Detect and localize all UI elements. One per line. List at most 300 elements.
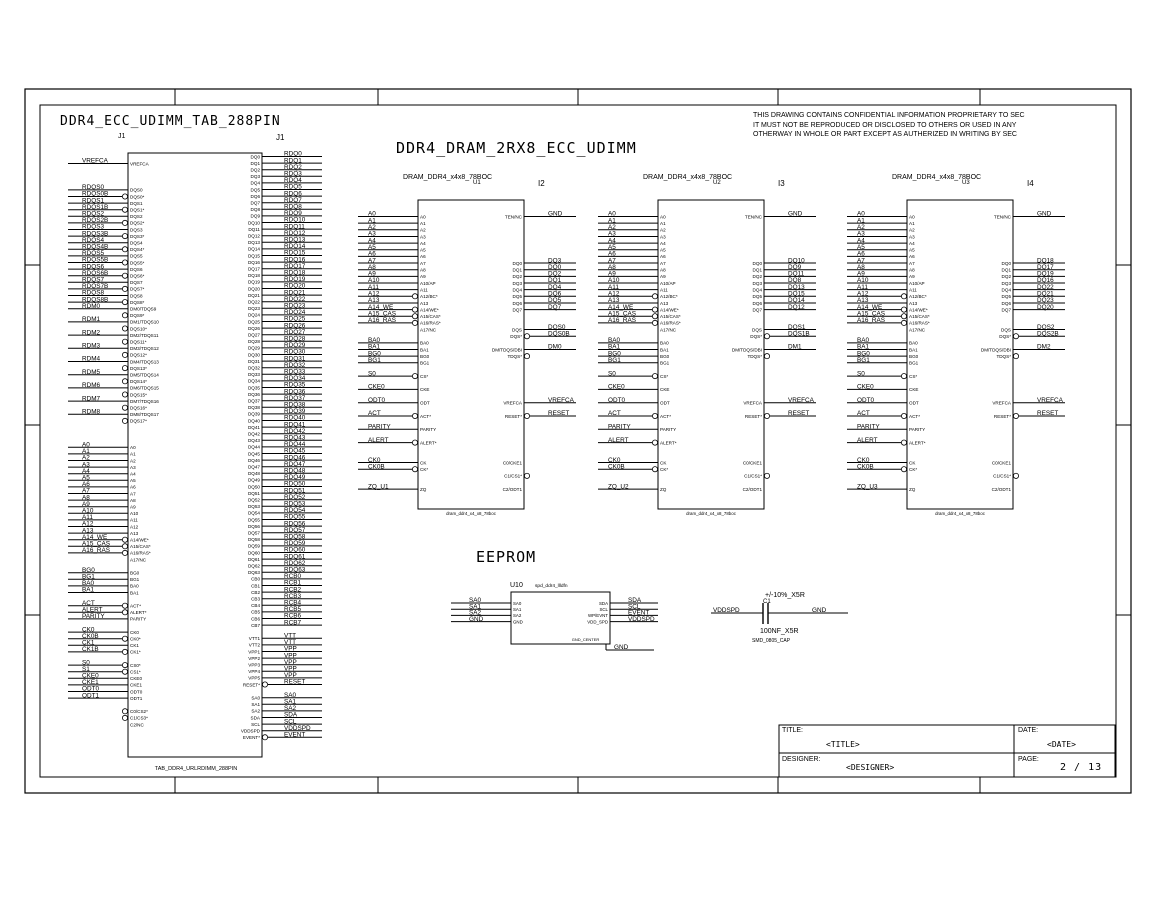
connector-pin-label: DQS9*	[130, 313, 145, 319]
connector-pin-label: BG0	[130, 570, 140, 576]
eeprom-left-net: SA2	[469, 609, 482, 617]
connector-ref-alt: J1	[276, 133, 285, 142]
dram-pin-bubble	[524, 413, 529, 418]
dram-pin-bubble	[1013, 354, 1018, 359]
dram-pin-label: A5	[660, 247, 666, 253]
eeprom-left-net: SA0	[469, 597, 482, 605]
dram-pin-bubble	[1013, 413, 1018, 418]
connector-right-net: RCB4	[284, 599, 302, 607]
connector-pin-label: ALERT*	[130, 610, 147, 616]
dram-left-net: ALERT	[368, 436, 389, 444]
connector-pin-label: DQ20	[247, 286, 260, 292]
connector-left-net: RDQS4B	[82, 243, 109, 251]
eeprom-ref: U10	[510, 582, 523, 589]
dram-left-net: A4	[608, 237, 616, 245]
connector-right-net: RDQ20	[284, 282, 306, 290]
dram-pin-label: A12/BC*	[420, 294, 438, 300]
connector-pin-label: CS0*	[130, 662, 141, 668]
dram-left-net: A2	[857, 224, 865, 231]
connector-pin-label: CB4	[251, 603, 260, 609]
dram-left-net: BA0	[608, 337, 621, 345]
connector-pin-label: CK0*	[130, 636, 141, 642]
connector-pin-label: DQS5	[130, 253, 143, 259]
connector-pin-label: DM4/TDQS13	[130, 359, 159, 365]
connector-pin-bubble	[122, 313, 127, 318]
dram-right-net: DQ17	[1037, 263, 1054, 271]
dram-pin-label: DQ0	[512, 260, 522, 266]
connector-right-net: RDQ62	[284, 559, 306, 567]
connector-pin-label: DQ6	[250, 193, 260, 199]
connector-pin-label: DQ12	[247, 233, 260, 239]
connector-pin-label: DM2/TDQS11	[130, 332, 159, 338]
dram-pin-bubble	[412, 440, 417, 445]
dram-pin-label: A2	[909, 227, 915, 233]
connector-pin-label: DQS6	[130, 266, 143, 272]
connector-left-net: RDQS1B	[82, 203, 109, 211]
dram-left-net: ALERT	[857, 436, 878, 444]
dram-pin-bubble	[524, 334, 529, 339]
connector-pin-label: CB0	[251, 576, 260, 582]
dram-ref: U2	[713, 180, 721, 186]
connector-pin-label: A5	[130, 478, 136, 484]
connector-right-net: RDQ56	[284, 520, 306, 528]
connector-pin-bubble	[122, 300, 127, 305]
connector-pin-label: DQ37	[247, 398, 260, 404]
connector-pin-label: A9	[130, 504, 136, 510]
dram-left-net: S0	[857, 370, 865, 378]
eeprom-right-net: EVENT	[628, 609, 650, 617]
connector-left-net: A9	[82, 500, 90, 508]
dram-right-net: DQ3	[548, 257, 562, 265]
connector-pin-label: BG1	[130, 577, 140, 583]
dram-left-net: A10	[608, 277, 620, 285]
connector-pin-label: DQ47	[247, 464, 260, 470]
dram-left-net: A11	[608, 283, 619, 291]
connector-pin-label: DM3/TDQS12	[130, 346, 159, 352]
dram-pin-label: ALERT*	[909, 440, 926, 446]
dram-left-net: A14_WE	[608, 303, 634, 311]
dram-pin-label: A1	[909, 220, 915, 226]
connector-left-net: RDQS3B	[82, 230, 109, 238]
connector-pin-label: DQ5	[250, 187, 260, 193]
dram-left-net: BA1	[857, 343, 870, 351]
connector-left-net: RDQS7B	[82, 283, 109, 291]
dram-pin-label: DQ7	[512, 307, 522, 313]
connector-left-net: BA0	[82, 580, 95, 588]
connector-left-net: RDM6	[82, 382, 101, 390]
dram-left-net: ACT	[368, 410, 381, 418]
dram-pin-label: VREFCA	[743, 400, 762, 406]
connector-right-net: RDQ30	[284, 348, 306, 356]
connector-left-net: A15_CAS	[82, 540, 111, 548]
dram-left-net: A4	[368, 237, 376, 245]
dram-right-net: DQ15	[788, 290, 805, 298]
dram-left-net: CK0B	[368, 463, 385, 471]
connector-left-net: RDQS3	[82, 223, 105, 231]
connector-pin-label: DQ10	[247, 220, 260, 226]
connector-pin-label: CB5	[251, 609, 260, 615]
dram-pin-label: A14/WE*	[420, 307, 439, 313]
dram-pin-label: DQ2	[512, 274, 522, 280]
dram-right-net: DQ20	[1037, 303, 1054, 311]
dram-pin-label: DQ1	[1001, 267, 1011, 273]
connector-pin-label: DQS14*	[130, 379, 147, 385]
connector-left-net: A2	[82, 454, 90, 462]
dram-left-net: A5	[608, 243, 616, 251]
dram-pin-label: A8	[420, 267, 426, 273]
connector-pin-label: DQ0	[250, 154, 260, 160]
connector-left-net: BA1	[82, 586, 95, 594]
connector-pin-label: DM7/TDQS16	[130, 398, 159, 404]
dram-right-net: DQ8	[788, 277, 802, 285]
dram-pin-label: A1	[420, 220, 426, 226]
dram-pin-bubble	[901, 374, 906, 379]
dram-left-net: A16_RAS	[368, 317, 397, 325]
connector-pin-label: DQS7*	[130, 286, 145, 292]
connector-left-net: A0	[82, 441, 90, 449]
dram-right-net: DQ6	[548, 290, 562, 298]
dram-pin-label: BA1	[660, 347, 669, 353]
connector-pin-label: VTT2	[248, 642, 260, 648]
date-value: <DATE>	[1047, 740, 1076, 749]
dram-pin-label: BA1	[420, 347, 429, 353]
eeprom-title: EEPROM	[476, 548, 537, 566]
connector-right-net: RDQ22	[284, 295, 306, 303]
connector-left-net: S1	[82, 665, 90, 673]
dram-pin-label: DM/TDQS/DBI	[491, 347, 522, 353]
connector-pin-label: DQ60	[247, 550, 260, 556]
connector-pin-label: DQ11	[248, 226, 260, 232]
connector-pin-label: CK0	[130, 629, 139, 635]
connector-pin-label: DQ21	[247, 292, 260, 298]
connector-right-net: RDQ55	[284, 513, 306, 521]
connector-left-net: A13	[82, 527, 94, 535]
dram-left-net: A4	[857, 237, 865, 245]
dram-pin-bubble	[901, 314, 906, 319]
dram-pin-label: DQS*	[510, 334, 522, 339]
dram-pin-label: BA1	[909, 347, 918, 353]
dram-right-net: DQS1B	[788, 330, 810, 338]
dram-pin-label: RESET*	[744, 413, 762, 419]
dram-pin-label: A0	[909, 214, 915, 220]
dram-right-net: DQS1	[788, 323, 806, 331]
connector-pin-bubble	[122, 550, 127, 555]
dram-left-net: BA1	[608, 343, 621, 351]
dram-pin-label: TEN/NC	[744, 214, 762, 220]
dram-right-net: DQ0	[548, 263, 562, 271]
connector-pin-label: DQ8	[250, 207, 260, 213]
connector-left-net: CKE0	[82, 672, 99, 680]
connector-pin-label: DQ3	[250, 174, 260, 180]
connector-right-net: RCB0	[284, 573, 302, 581]
connector-right-net: RDQ10	[284, 216, 306, 224]
dram-pin-bubble	[652, 440, 657, 445]
connector-left-net: RDM4	[82, 355, 101, 363]
eeprom-pin-label: SA0	[513, 600, 522, 606]
connector-right-net: RDQ46	[284, 454, 306, 462]
connector-pin-bubble	[122, 663, 127, 668]
dram-right-net: RESET	[548, 410, 570, 418]
connector-right-net: RDQ42	[284, 427, 306, 435]
connector-pin-label: CS1*	[130, 669, 141, 675]
connector-pin-bubble	[122, 709, 127, 714]
dram-pin-label: BA0	[909, 340, 918, 346]
dram-right-net: VREFCA	[788, 396, 814, 404]
connector-left-net: BG1	[82, 573, 95, 581]
connector-pin-label: DQ23	[247, 306, 260, 312]
connector-pin-label: DQ41	[247, 424, 260, 430]
connector-pin-label: DQ29	[247, 345, 260, 351]
dram-pin-label: DQ4	[752, 287, 762, 293]
dram-left-net: A11	[368, 283, 379, 291]
dram-pin-label: CKE	[660, 387, 670, 393]
dram-left-net: A1	[608, 217, 616, 225]
dram-left-net: A7	[608, 257, 616, 265]
connector-pin-bubble	[122, 286, 127, 291]
connector-right-net: RCB2	[284, 586, 302, 594]
connector-pin-label: DQS3	[130, 227, 143, 233]
connector-pin-bubble	[122, 544, 127, 549]
connector-right-net: RDQ57	[284, 526, 306, 534]
dram-pin-label: BG1	[909, 360, 919, 366]
dram-right-net: DQ13	[788, 283, 805, 291]
connector-pin-label: A2	[130, 458, 136, 464]
dram-left-net: A12	[608, 290, 620, 298]
dram-left-net: PARITY	[857, 423, 880, 431]
connector-left-net: RDQS6B	[82, 269, 109, 277]
connector-pin-label: CKE0	[130, 676, 143, 682]
dram-pin-label: CKE	[420, 387, 430, 393]
eeprom-pin-label: SA1	[513, 607, 522, 612]
dram-pin-label: DQS	[512, 327, 522, 333]
connector-right-net: VPP	[284, 658, 297, 666]
dram-pin-label: BA0	[420, 340, 429, 346]
dram-right-net: DQ19	[1037, 270, 1054, 278]
connector-pin-label: DQ61	[247, 556, 260, 562]
dram-pin-bubble	[652, 294, 657, 299]
connector-pin-label: DQ52	[247, 497, 260, 503]
dram-pin-bubble	[764, 334, 769, 339]
connector-right-net: VPP	[284, 672, 297, 680]
dram-left-net: A15_CAS	[368, 310, 397, 318]
connector-right-net: VPP	[284, 665, 297, 673]
dram-pin-label: DQ5	[512, 294, 522, 300]
eeprom-right-net: VDDSPD	[628, 615, 655, 623]
connector-left-net: RDQS5B	[82, 256, 109, 264]
connector-right-net: RDQ15	[284, 249, 306, 257]
connector-left-net: ODT1	[82, 692, 100, 700]
dram-left-net: A7	[857, 257, 865, 265]
connector-pin-label: DQ50	[247, 484, 260, 490]
dram-left-net: ZQ_U1	[368, 483, 389, 491]
connector-right-net: RDQ4	[284, 177, 302, 185]
connector-right-net: RDQ16	[284, 256, 306, 264]
dram-pin-label: C0/CKE1	[991, 460, 1011, 466]
dram-pin-label: A7	[420, 260, 426, 266]
dram-pin-label: DQ6	[512, 300, 522, 306]
connector-left-net: ACT	[82, 599, 95, 607]
dram-left-net: CKE0	[368, 383, 385, 391]
connector-pin-label: A1	[130, 451, 136, 457]
dram-left-net: A8	[368, 263, 376, 271]
connector-right-net: VTT	[284, 639, 297, 647]
eeprom-pin-label: SCL	[599, 607, 608, 612]
dram-right-net: DQ4	[548, 283, 562, 291]
connector-pin-label: DQ53	[247, 504, 260, 510]
dram-left-net: BA1	[368, 343, 381, 351]
dram-right-net: DQS2B	[1037, 330, 1059, 338]
dram-right-net: DQ10	[788, 257, 805, 265]
dram-left-net: A8	[608, 263, 616, 271]
dram-pin-label: A10/AP	[909, 280, 925, 286]
dram-left-net: A13	[368, 297, 380, 305]
dram-left-net: A13	[857, 297, 869, 305]
dram-pin-label: CK	[420, 460, 427, 466]
dram-pin-label: A14/WE*	[909, 307, 928, 313]
dram-left-net: PARITY	[608, 423, 631, 431]
dram-left-net: A12	[857, 290, 869, 298]
connector-left-net: A12	[82, 520, 94, 528]
dram-left-net: CK0	[608, 456, 621, 464]
connector-pin-label: DQ54	[247, 510, 260, 516]
connector-pin-label: DQ9	[250, 213, 260, 219]
connector-pin-label: VPP2	[248, 655, 260, 661]
connector-pin-bubble	[122, 366, 127, 371]
title-value: <TITLE>	[826, 740, 860, 749]
connector-pin-label: CB7	[251, 622, 260, 628]
connector-pin-bubble	[122, 220, 127, 225]
connector-left-net: CK1B	[82, 646, 99, 654]
dram-pin-label: C0/CKE1	[502, 460, 522, 466]
dram-pin-label: PARITY	[420, 427, 437, 433]
dram-pin-label: A11	[909, 287, 917, 293]
connector-left-net: A1	[82, 448, 90, 456]
dram-left-net: BA0	[368, 337, 381, 345]
dram-pin-label: RESET*	[993, 413, 1011, 419]
connector-right-net: RDQ48	[284, 467, 306, 475]
dram-pin-label: ODT	[660, 400, 670, 406]
dram-pin-label: A6	[660, 254, 666, 260]
capacitor-tolerance: +/-10%_X5R	[765, 592, 805, 599]
dram-pin-label: A5	[420, 247, 426, 253]
dram-pin-label: ALERT*	[660, 440, 677, 446]
dram-pin-label: DQ6	[1001, 300, 1011, 306]
dram-pin-label: A0	[660, 214, 666, 220]
connector-pin-label: DQ4	[250, 180, 260, 186]
dram-pin-label: BG0	[660, 353, 670, 359]
connector-pin-label: EVENT*	[242, 735, 260, 741]
dram-pin-bubble	[901, 307, 906, 312]
connector-right-net: VTT	[284, 632, 297, 640]
dram-pin-label: ACT*	[420, 413, 431, 419]
connector-pin-label: DQ28	[247, 339, 260, 345]
dram-pin-bubble	[901, 413, 906, 418]
connector-part-name: TAB_DDR4_URLRDIMM_288PIN	[154, 766, 238, 772]
connector-pin-label: C1/CS3*	[130, 715, 148, 721]
connector-right-net: RDQ5	[284, 183, 302, 191]
designer-label: DESIGNER:	[782, 756, 821, 763]
connector-pin-bubble	[262, 682, 267, 687]
date-label: DATE:	[1018, 727, 1039, 734]
connector-pin-bubble	[122, 379, 127, 384]
connector-left-net: A7	[82, 487, 90, 495]
dram-pin-bubble	[764, 473, 769, 478]
connector-right-net: RDQ19	[284, 276, 306, 284]
dram-left-net: A15_CAS	[608, 310, 637, 318]
dram-left-net: S0	[608, 370, 616, 378]
page-label: PAGE:	[1018, 756, 1039, 763]
dram-right-net: VREFCA	[548, 396, 574, 404]
connector-right-net: RDQ33	[284, 368, 306, 376]
connector-right-net: SDA	[284, 711, 298, 719]
connector-pin-label: CK1*	[130, 649, 141, 655]
sheet-subtitle: DDR4_DRAM_2RX8_ECC_UDIMM	[396, 139, 637, 157]
title-label: TITLE:	[782, 727, 804, 734]
connector-left-net: A4	[82, 467, 90, 475]
dram-pin-label: DQ3	[752, 280, 762, 286]
dram-pin-label: DQ6	[752, 300, 762, 306]
connector-pin-label: DQ31	[247, 358, 260, 364]
dram-pin-label: A12/BC*	[909, 294, 927, 300]
dram-pin-label: RESET*	[504, 413, 522, 419]
dram-left-net: A6	[368, 250, 376, 258]
dram-pin-bubble	[412, 320, 417, 325]
connector-pin-bubble	[122, 418, 127, 423]
dram-left-net: A1	[857, 217, 865, 225]
connector-pin-bubble	[262, 735, 267, 740]
connector-right-net: VPP	[284, 645, 297, 653]
connector-right-net: VDDSPD	[284, 724, 311, 732]
dram-left-net: A1	[368, 217, 376, 225]
dram-pin-label: CS*	[909, 373, 918, 379]
connector-pin-label: A10	[130, 511, 139, 517]
connector-pin-label: A8	[130, 497, 136, 503]
connector-pin-label: DQ32	[247, 365, 260, 371]
connector-pin-bubble	[122, 636, 127, 641]
dram-pin-label: DQS	[752, 327, 762, 333]
connector-left-net: RDQS0	[82, 184, 105, 192]
connector-pin-label: DQS2*	[130, 220, 145, 226]
connector-pin-label: A0	[130, 445, 136, 451]
dram-pin-bubble	[901, 320, 906, 325]
eeprom-part-name: spd_ddr4_llldfn	[535, 584, 568, 589]
connector-pin-label: DQS13*	[130, 365, 147, 371]
dram-pin-label: A9	[909, 274, 915, 280]
connector-pin-label: DQS16*	[130, 405, 147, 411]
connector-pin-label: DQS2	[130, 214, 143, 220]
connector-pin-label: DQS17*	[130, 418, 147, 424]
connector-left-net: CK0	[82, 626, 95, 634]
eeprom-pin-label: GND_CENTER	[571, 637, 600, 642]
dram-pin-label: PARITY	[660, 427, 677, 433]
dram-left-net: A0	[857, 210, 865, 218]
connector-left-net: CK0B	[82, 632, 99, 640]
dram-footprint: dram_ddr4_x4_x8_78boc	[446, 511, 496, 516]
connector-pin-bubble	[122, 273, 127, 278]
dram-pin-label: A14/WE*	[660, 307, 679, 313]
connector-pin-label: VPP3	[248, 662, 260, 668]
connector-right-net: RDQ37	[284, 394, 306, 402]
connector-left-net: S0	[82, 659, 90, 667]
capacitor-ref: C1	[763, 599, 771, 605]
connector-pin-label: DQ35	[247, 385, 260, 391]
dram-pin-label: C1/CS1*	[993, 473, 1011, 479]
dram-pin-label: ACT*	[660, 413, 671, 419]
connector-pin-label: DQ59	[247, 543, 260, 549]
connector-pin-label: VPP5	[248, 675, 260, 681]
connector-pin-bubble	[122, 247, 127, 252]
connector-pin-label: DQ25	[247, 319, 260, 325]
